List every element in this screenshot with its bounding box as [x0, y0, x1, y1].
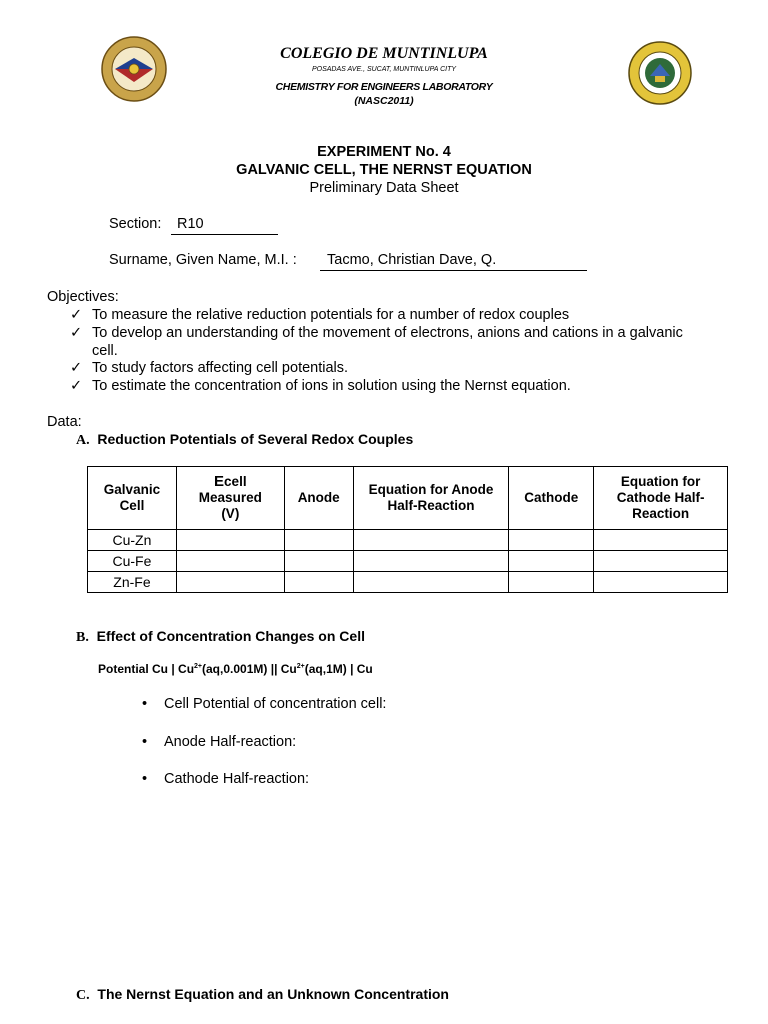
section-c-heading: C. The Nernst Equation and an Unknown Concentration	[76, 986, 449, 1003]
course-code: (NASC2011)	[354, 95, 414, 107]
table-row	[88, 530, 728, 551]
section-value: R10	[177, 216, 204, 232]
experiment-number: EXPERIMENT No. 4	[317, 144, 451, 160]
name-underline	[320, 270, 587, 271]
school-name: COLEGIO DE MUNTINLUPA	[280, 45, 488, 62]
table-row	[88, 551, 728, 572]
objective-item: ✓ To measure the relative reduction potentials for a number of redox couples	[70, 307, 570, 323]
school-address: POSADAS AVE., SUCAT, MUNTINLUPA CITY	[311, 66, 457, 73]
objective-item-cont: cell.	[92, 343, 118, 359]
lab-name: CHEMISTRY FOR ENGINEERS LABORATORY	[275, 81, 493, 93]
objective-item: ✓ To study factors affecting cell potentials.	[70, 360, 349, 376]
experiment-title: GALVANIC CELL, THE NERNST EQUATION	[236, 162, 532, 178]
data-heading: Data:	[47, 414, 82, 430]
col-cathode-equation: Equation for Cathode Half- Reaction	[594, 467, 728, 530]
check-icon: ✓	[70, 378, 83, 394]
sheet-subtitle: Preliminary Data Sheet	[309, 180, 459, 196]
section-underline	[171, 234, 278, 235]
section-label: Section:	[109, 216, 162, 232]
objectives-heading: Objectives:	[47, 289, 119, 305]
bullet-anode-half-reaction: • Anode Half-reaction:	[142, 734, 297, 750]
reduction-potentials-table	[87, 466, 728, 593]
cell-name: Cu-Zn	[88, 530, 177, 551]
name-label: Surname, Given Name, M.I. :	[109, 252, 297, 268]
check-icon: ✓	[70, 325, 83, 341]
col-anode-equation: Equation for Anode Half-Reaction	[353, 467, 509, 530]
check-icon: ✓	[70, 307, 83, 323]
section-a-heading: A. Reduction Potentials of Several Redox Couples	[76, 431, 414, 448]
table-header-row	[88, 467, 728, 530]
bullet-cell-potential: • Cell Potential of concentration cell:	[142, 696, 387, 712]
objective-item: ✓ To develop an understanding of the movement of electrons, anions and cations in a galvanic	[70, 325, 683, 341]
cell-name: Cu-Fe	[88, 551, 177, 572]
col-ecell-measured: Ecell Measured (V)	[176, 467, 284, 530]
table-row	[88, 572, 728, 593]
section-b-heading: B. Effect of Concentration Changes on Cell	[76, 628, 365, 645]
check-icon: ✓	[70, 360, 83, 376]
cell-notation: Potential Cu | $Cu^{2+}(aq,0.001M)$ || $Cu^{2+}(aq,1M)$ | Cu	[98, 662, 373, 676]
name-value: Tacmo, Christian Dave, Q.	[327, 252, 497, 268]
bullet-cathode-half-reaction: • Cathode Half-reaction:	[142, 771, 310, 787]
col-anode: Anode	[284, 467, 353, 530]
col-cathode: Cathode	[509, 467, 594, 530]
col-galvanic-cell: Galvanic Cell	[88, 467, 177, 530]
objective-item: ✓ To estimate the concentration of ions in solution using the Nernst equation.	[70, 378, 571, 394]
cell-name: Zn-Fe	[88, 572, 177, 593]
